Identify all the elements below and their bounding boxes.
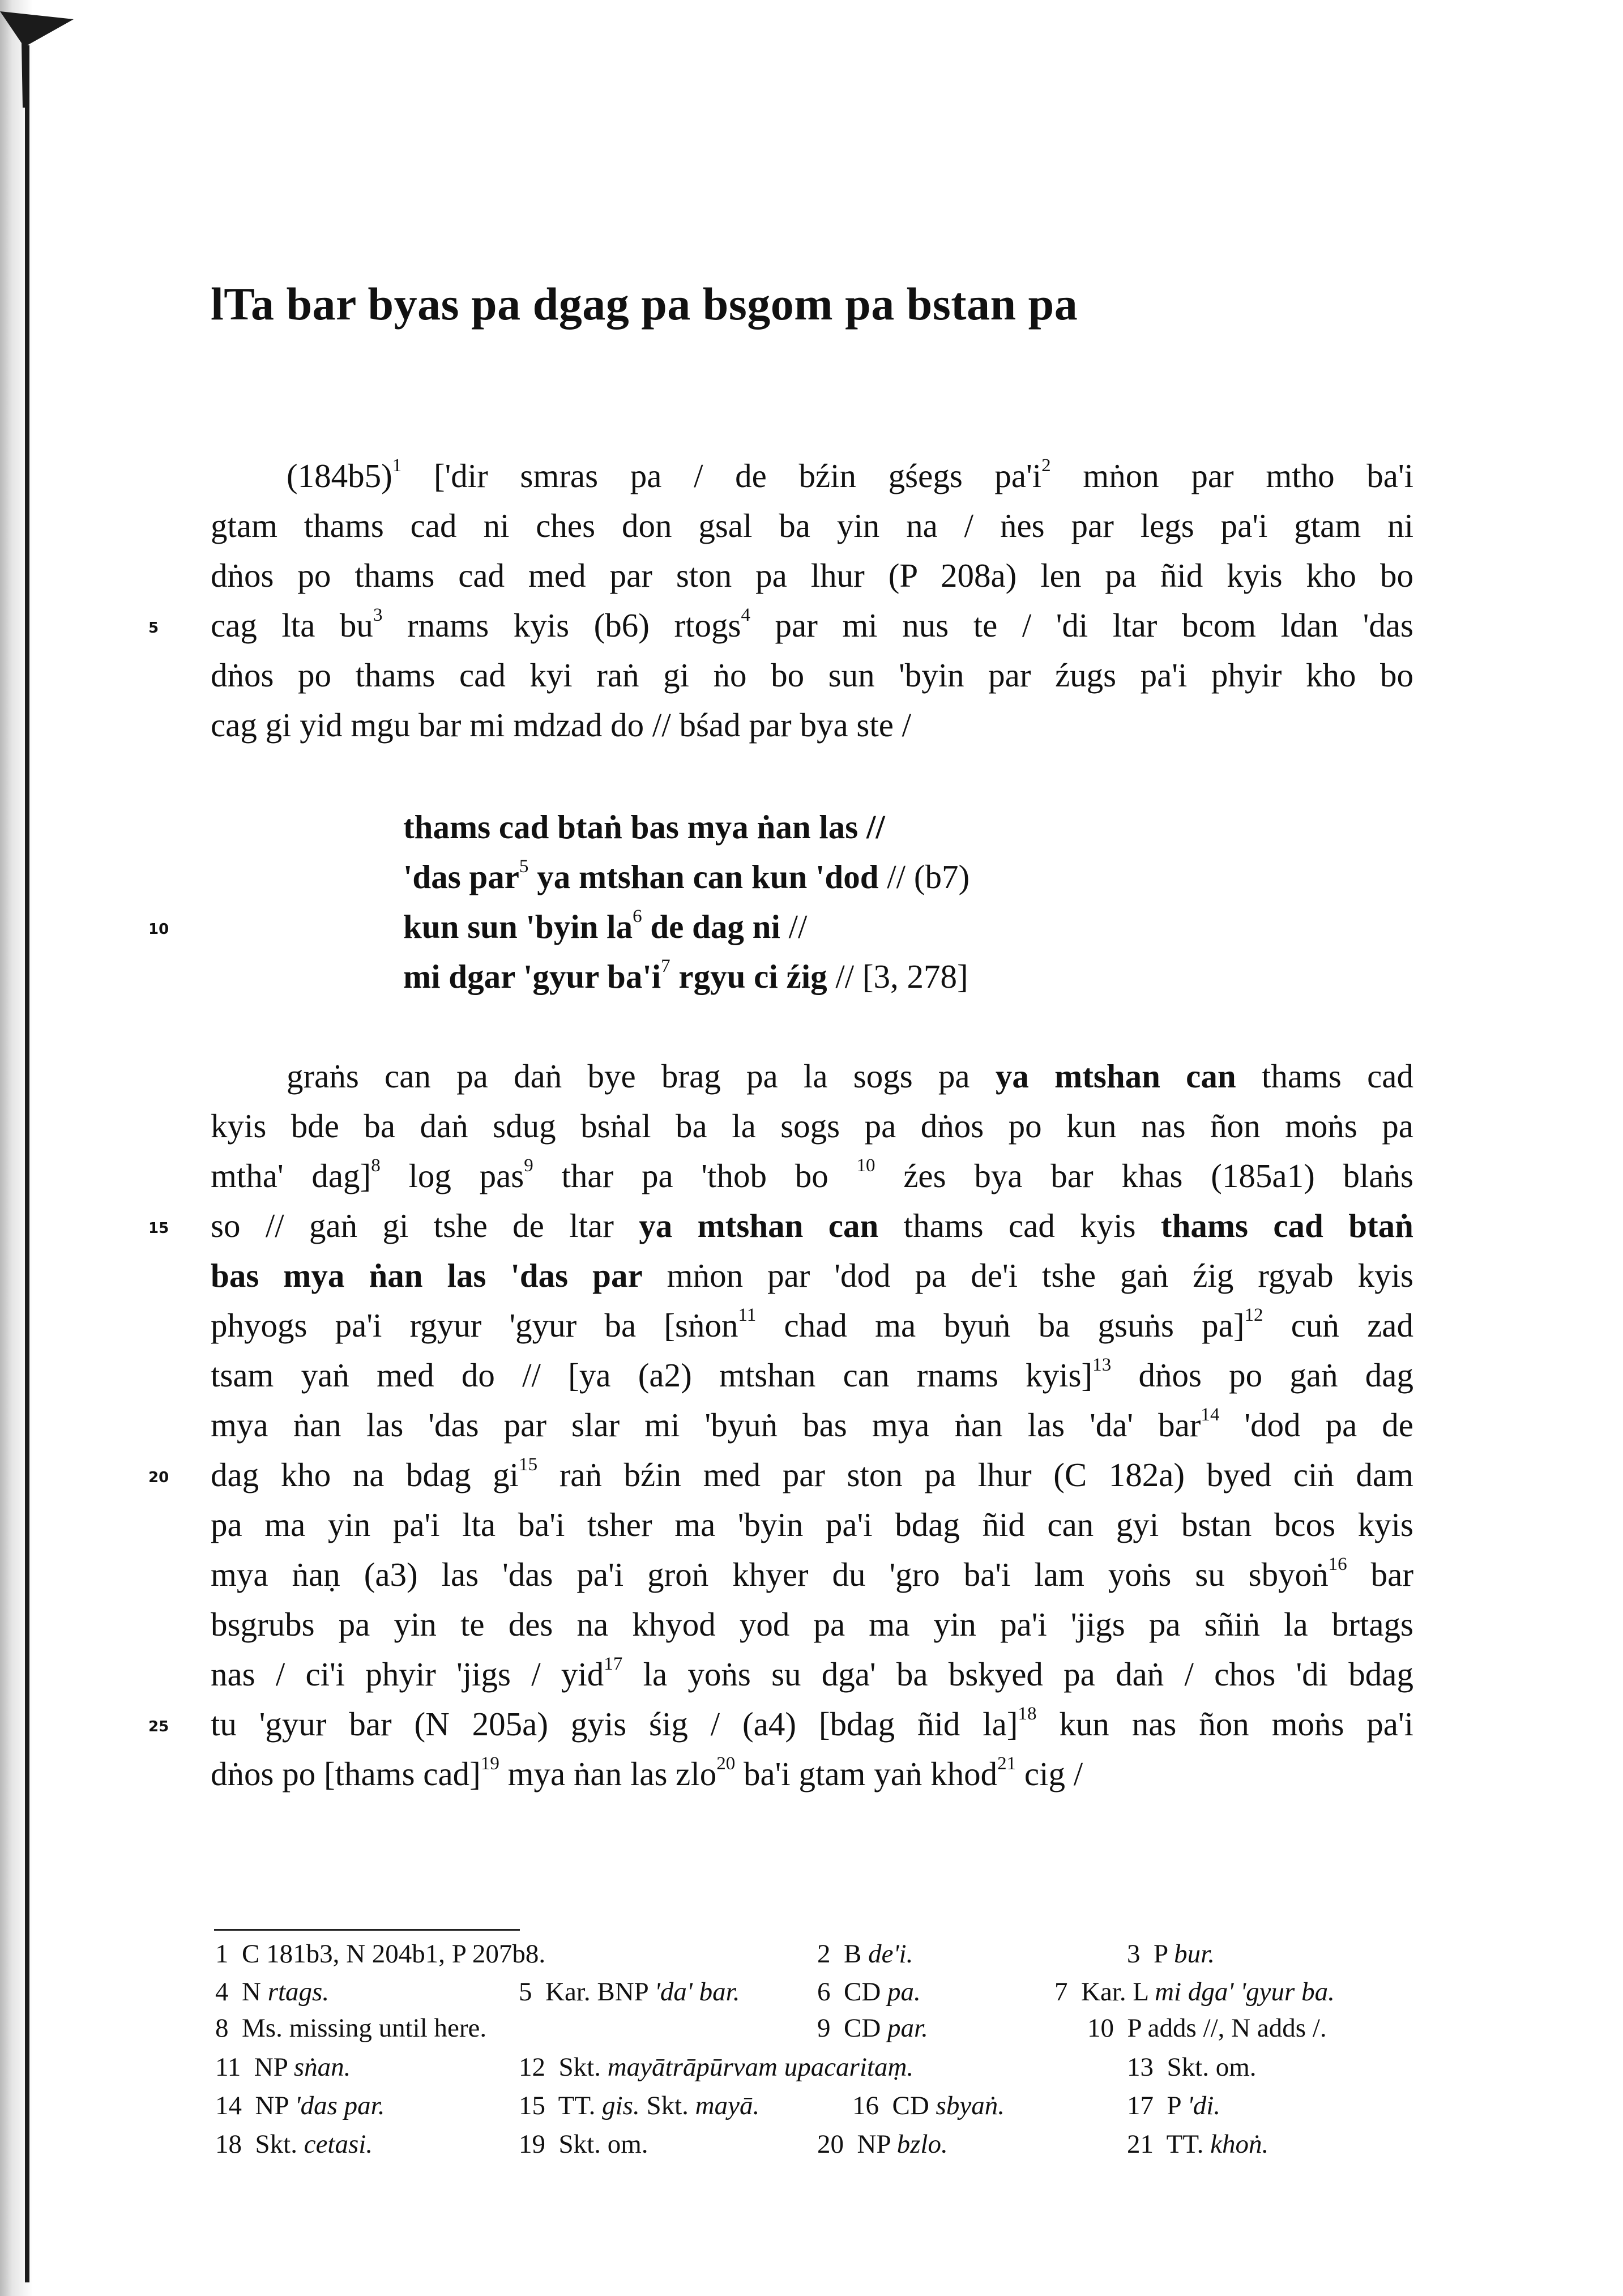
paragraph-2-line-11: mya ṅaṇ (a3) las 'das pa'i groṅ khyer du 'gro ba'i lam yoṅs su sbyoṅ$^{16}$ bar: [211, 1554, 1413, 1593]
line-number: 10: [148, 921, 169, 938]
paragraph-1-line-6: cag gi yid mgu bar mi mdzad do // bśad par bya ste /: [211, 706, 912, 744]
footnote: 8 Ms. missing until here.: [215, 2013, 487, 2043]
footnote: 15 TT. gis. Skt. mayā.: [519, 2091, 760, 2120]
footnote: 6 CD pa.: [817, 1977, 921, 2007]
paragraph-1-line-3: dṅos po thams cad med par ston pa lhur (P 208a) len pa ñid kyis kho bo: [211, 557, 1413, 594]
paragraph-1-line-5: dṅos po thams cad kyi raṅ gi ṅo bo sun 'byin par źugs pa'i phyir kho bo: [211, 656, 1413, 694]
verse-line-4: mi dgar 'gyur $ba'i^7$ rgyu ci źig // [3, 278]: [403, 955, 968, 995]
footnote: 4 N rtags.: [215, 1977, 330, 2007]
paragraph-2-line-6: phyogs pa'i rgyur 'gyur ba [sṅon$^{11}$ chad ma byuṅ ba gsuṅs pa]$^{12}$ cuṅ zad: [211, 1304, 1413, 1344]
footnote: 17 P 'di.: [1127, 2091, 1221, 2120]
footnote: 20 NP bzlo.: [817, 2129, 948, 2159]
paragraph-1-line-1: $(184b5)^1$ ['dir smras pa / de bźin gśegs $pa'i^2$ mṅon par mtho ba'i: [287, 455, 1413, 494]
paragraph-2-line-14: tu 'gyur bar (N 205a) gyis śig / (a4) [bdag ñid la]$^{18}$ kun nas ñon moṅs pa'i: [211, 1703, 1413, 1743]
paragraph-1-line-2: gtam thams cad ni ches don gsal ba yin na / ṅes par legs pa'i gtam ni: [211, 507, 1413, 544]
corner-scan-mark: [0, 11, 74, 108]
binding-edge-rule: [25, 45, 29, 2282]
footnote: 9 CD par.: [817, 2013, 928, 2043]
footnote: 11 NP sṅan.: [215, 2052, 351, 2082]
paragraph-2-line-9: dag kho na bdag $gi^{15}$ raṅ bźin med par ston pa lhur (C 182a) byed ciṅ dam: [211, 1454, 1413, 1493]
footnote: 3 P bur.: [1127, 1939, 1215, 1969]
paragraph-2-line-3: mtha' dag]$^8$ log pas$^9$ thar pa 'thob bo $^{10}$ źes bya bar khas (185a1) blaṅs: [211, 1155, 1414, 1194]
footnote: 2 B de'i.: [817, 1939, 913, 1969]
footnote: 19 Skt. om.: [519, 2129, 648, 2159]
footnote: 14 NP 'das par.: [215, 2091, 385, 2120]
footnote: 21 TT. khoṅ.: [1127, 2129, 1269, 2159]
paragraph-2-line-8: mya ṅan las 'das par slar mi 'byuṅ bas mya ṅan las 'da' bar$^{14}$ 'dod pa de: [211, 1404, 1413, 1444]
paragraph-2-line-7: tsam yaṅ med do // [ya (a2) mtshan can rnams kyis]$^{13}$ dṅos po gaṅ dag: [211, 1354, 1413, 1394]
paragraph-2-line-4: so // gaṅ gi tshe de ltar ya mtshan can thams cad kyis thams cad btaṅ: [211, 1207, 1413, 1244]
footnote: 12 Skt. mayātrāpūrvam upacaritaṃ.: [519, 2052, 914, 2082]
footnote: 1 C 181b3, N 204b1, P 207b8.: [215, 1939, 546, 1969]
paragraph-2-line-2: kyis bde ba daṅ sdug bsṅal ba la sogs pa dṅos po kun nas ñon moṅs pa: [211, 1107, 1413, 1145]
verse-line-3: kun sun 'byin $la^6$ de dag ni //: [403, 906, 808, 945]
footnote: 7 Kar. L mi dga' 'gyur ba.: [1054, 1977, 1335, 2007]
paragraph-1-line-4: cag lta $bu^3$ rnams kyis (b6) rtogs$^4$ par mi nus te / 'di ltar bcom ldan 'das: [211, 604, 1413, 644]
footnote: 13 Skt. om.: [1127, 2052, 1257, 2082]
footnote: 5 Kar. BNP 'da' bar.: [519, 1977, 740, 2007]
footnote: 10 P adds //, N adds /.: [1087, 2013, 1327, 2043]
paragraph-2-line-12: bsgrubs pa yin te des na khyod yod pa ma yin pa'i 'jigs pa sñiṅ la brtags: [211, 1606, 1413, 1643]
line-number: 5: [148, 620, 159, 637]
line-number: 15: [148, 1220, 169, 1237]
paragraph-2-line-13: nas / ci'i phyir 'jigs / yid$^{17}$ la yoṅs su dga' ba bskyed pa daṅ / chos 'di bdag: [211, 1653, 1413, 1693]
line-number: 25: [148, 1718, 169, 1735]
paragraph-2-line-10: pa ma yin pa'i lta ba'i tsher ma 'byin pa'i bdag ñid can gyi bstan bcos kyis: [211, 1506, 1413, 1543]
chapter-title: lTa bar byas pa dgag pa bsgom pa bstan pa: [211, 278, 1078, 330]
paragraph-2-line-5: bas mya ṅan las 'das par mṅon par 'dod pa de'i tshe gaṅ źig rgyab kyis: [211, 1257, 1413, 1294]
verse-line-2: 'das par$^5$ ya mtshan can kun 'dod // (b7): [403, 856, 970, 895]
paragraph-2-line-15: dṅos po [thams cad]$^{19}$ mya ṅan las zlo$^{20}$ ba'i gtam yaṅ khod$^{21}$ cig /: [211, 1753, 1083, 1793]
line-number: 20: [148, 1469, 169, 1486]
paragraph-2-line-1: graṅs can pa daṅ bye brag pa la sogs pa ya mtshan can thams cad: [287, 1057, 1413, 1095]
footnote: 16 CD sbyaṅ.: [852, 2091, 1005, 2120]
footnote: 18 Skt. cetasi.: [215, 2129, 373, 2159]
footnote-rule: [214, 1929, 520, 1931]
verse-line-1: thams cad btaṅ bas mya ṅan las //: [403, 808, 885, 846]
